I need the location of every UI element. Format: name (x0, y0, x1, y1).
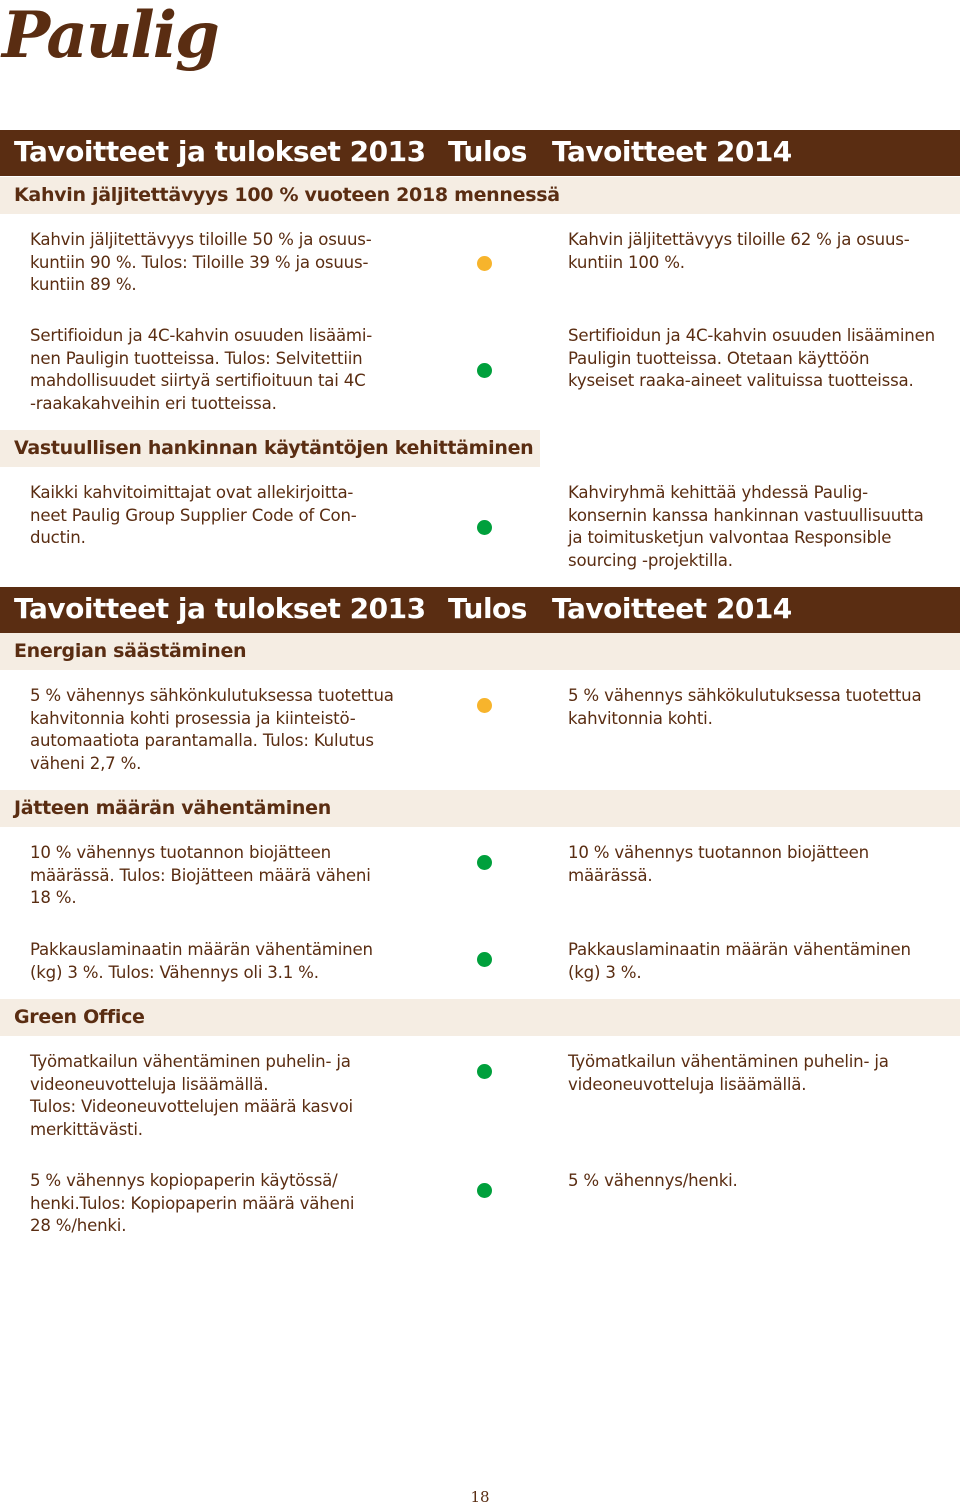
goal-2014-text: 10 % vähennys tuotannon biojätteen määrässä. (568, 843, 869, 885)
status-dot-green (477, 1064, 492, 1079)
page-number: 18 (470, 1488, 490, 1506)
section-energy-saving (0, 633, 960, 670)
goal-2013-text: Kahvin jäljitettävyys tiloille 50 % ja osuus- kuntiin 90 %. Tulos: Tiloille 39 % ja osuus- kuntiin 89 %. (30, 230, 372, 295)
section-responsible-sourcing (0, 430, 540, 467)
section-title: Vastuullisen hankinnan käytäntöjen kehittäminen (14, 437, 534, 459)
header-goals-2014: Tavoitteet 2014 (552, 592, 792, 625)
header-goals-2013: Tavoitteet ja tulokset 2013 (14, 592, 426, 625)
status-dot-amber (477, 698, 492, 713)
status-dot-amber (477, 256, 492, 271)
section-title: Energian säästäminen (14, 640, 247, 662)
header-goals-2013: Tavoitteet ja tulokset 2013 (14, 135, 426, 168)
section-title: Jätteen määrän vähentäminen (14, 797, 331, 819)
goal-2014-text: 5 % vähennys/henki. (568, 1171, 738, 1190)
status-dot-green (477, 520, 492, 535)
section-coffee-traceability (0, 177, 960, 214)
goal-2013-text: 10 % vähennys tuotannon biojätteen määrässä. Tulos: Biojätteen määrä väheni 18 %. (30, 843, 371, 908)
goal-2014-text: Pakkauslaminaatin määrän vähentäminen (kg) 3 %. (568, 940, 911, 982)
status-dot-green (477, 855, 492, 870)
header-goals-2014: Tavoitteet 2014 (552, 135, 792, 168)
goal-2013-text: Sertifioidun ja 4C-kahvin osuuden lisäämi- nen Pauligin tuotteissa. Tulos: Selvitettiin mahdollisuudet siirtyä sertifioituun tai 4C -raakakahveihin eri tuotteissa. (30, 326, 373, 414)
goal-2013-text: 5 % vähennys sähkönkulutuksessa tuotettua kahvitonnia kohti prosessia ja kiinteistö- automaatiota parantamalla. Tulos: Kulutus väheni 2,7 %. (30, 686, 394, 774)
goal-2013-text: Pakkauslaminaatin määrän vähentäminen (kg) 3 %. Tulos: Vähennys oli 3.1 %. (30, 940, 373, 982)
status-dot-green (477, 1183, 492, 1198)
header-result: Tulos (448, 592, 527, 625)
paulig-logo: Paulig (2, 0, 218, 73)
header-result: Tulos (448, 135, 527, 168)
status-dot-green (477, 952, 492, 967)
goal-2013-text: Työmatkailun vähentäminen puhelin- ja videoneuvotteluja lisäämällä. Tulos: Videoneuvottelujen määrä kasvoi merkittävästi. (30, 1052, 353, 1140)
section-waste-reduction (0, 790, 960, 827)
goal-2014-text: Työmatkailun vähentäminen puhelin- ja videoneuvotteluja lisäämällä. (568, 1052, 889, 1094)
goal-2013-text: Kaikki kahvitoimittajat ovat allekirjoitta- neet Paulig Group Supplier Code of Con- ductin. (30, 483, 357, 548)
section-green-office (0, 999, 960, 1036)
goal-2014-text: 5 % vähennys sähkökulutuksessa tuotettua kahvitonnia kohti. (568, 686, 922, 728)
goal-2013-text: 5 % vähennys kopiopaperin käytössä/ henki.Tulos: Kopiopaperin määrä väheni 28 %/henki. (30, 1171, 355, 1236)
section-title: Green Office (14, 1006, 145, 1028)
table-header-banner (0, 130, 960, 176)
goal-2014-text: Sertifioidun ja 4C-kahvin osuuden lisääminen Pauligin tuotteissa. Otetaan käyttöön kyseiset raaka-aineet valituissa tuotteissa. (568, 326, 935, 391)
goal-2014-text: Kahvin jäljitettävyys tiloille 62 % ja osuus- kuntiin 100 %. (568, 230, 910, 272)
table-header-banner (0, 587, 960, 633)
status-dot-green (477, 363, 492, 378)
section-title: Kahvin jäljitettävyys 100 % vuoteen 2018 mennessä (14, 184, 560, 206)
goal-2014-text: Kahviryhmä kehittää yhdessä Paulig- konsernin kanssa hankinnan vastuullisuutta ja toimitusketjun valvontaa Responsible sourcing -projektilla. (568, 483, 924, 571)
